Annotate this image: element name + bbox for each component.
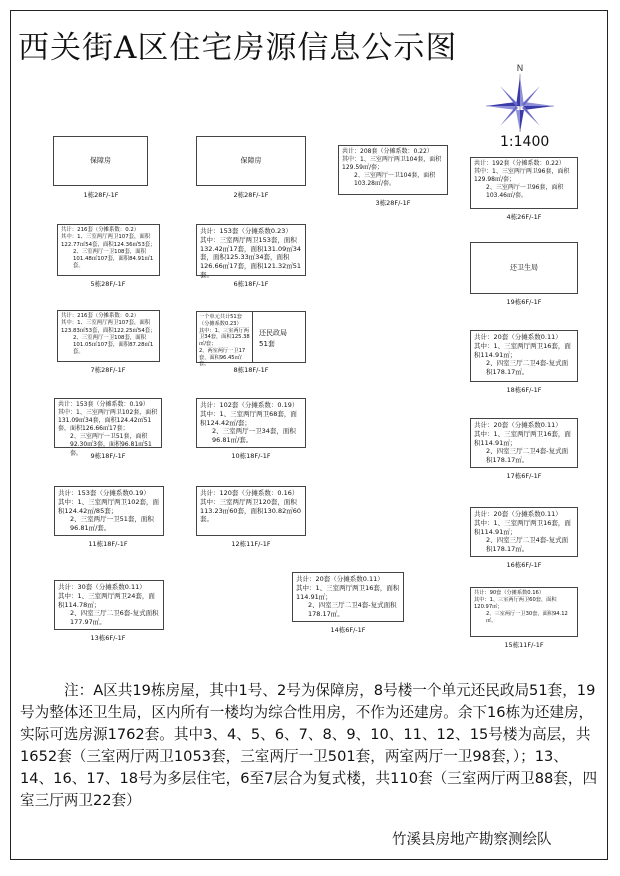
building-14-line: 其中：1、三室两厅两卫16套，面积114.91㎡； [296, 583, 400, 601]
map-scale: 1:1400 [500, 134, 550, 150]
building-14-line: 共计：20套（分摊系数0.11） [296, 575, 384, 583]
building-16-line: 2、四室三厅二卫4套-复式面积178.17㎡。 [486, 536, 569, 554]
building-8-line: 2、两室两厅一卫17套，面积96.45㎡/套。 [199, 347, 246, 368]
building-10-line: 其中：1、三室两厅两卫68套，面积124.42㎡/套； [200, 409, 297, 427]
building-17[interactable] [470, 418, 578, 468]
building-9-line: 其中：1、三室两厅两卫102套，面积131.09㎡34套，面积124.42㎡51套，面积126.66㎡17套； [58, 409, 158, 433]
building-12-line: 其中：三室两厅两卫120套，面积113.23㎡60套，面积130.82㎡60套。 [200, 497, 302, 524]
building-4-label: 4栋26F/-1F [506, 213, 542, 221]
building-5-line: 共计：216套（分摊系数：0.2） [61, 227, 140, 233]
building-10-label: 10栋18F/-1F [231, 452, 271, 460]
building-4[interactable] [470, 157, 578, 209]
note-paragraph: 注：A区共19栋房屋，其中1号、2号为保障房，8号楼一个单元还民政局51套，19号为整体还卫生局，区内所有一楼均为综合性用房，不作为还建房。余下16栋为还建房，实际可选房源1762套。其中3、4、5、6、7、8、9、10、11、12、15号楼为高层，共1652套（三室两厅两卫1053套，三室两厅一卫501套，两室两厅一卫98套，）；13、14、16、17、18号为多层住宅，6至7层合为复式楼，共110套（三室两厅两卫88套，四室三厅两卫22套） [20, 682, 598, 809]
building-4-line: 其中：1、三室两厅两卫96套，面积129.98㎡/套； [474, 168, 570, 184]
building-13-line: 2、四室三厅二卫6套-复式面积177.97㎡。 [70, 609, 159, 627]
building-11-label: 11栋18F/-1F [88, 540, 128, 548]
building-16-line: 共计：20套（分摊系数0.11） [474, 510, 562, 518]
building-8[interactable] [196, 311, 306, 368]
building-10-line: 2、三室两厅一卫34套，面积96.81㎡/套。 [212, 427, 296, 445]
building-12[interactable] [196, 486, 306, 536]
building-15-line: 其中：1、三室两厅两卫60套，面积120.97㎡； [474, 597, 557, 611]
building-11[interactable] [54, 486, 164, 536]
building-13-label: 13栋6F/-1F [90, 634, 126, 642]
building-8-civil-affairs [259, 328, 287, 349]
building-8-right-line: 还民政局 [259, 329, 287, 337]
building-8-line: 其中：1、三室两厅两卫34套，面积125.38㎡/套； [199, 327, 250, 347]
building-11-line: 其中：1、三室两厅两卫102套，面积124.42㎡/85套； [58, 497, 160, 515]
building-18-line: 2、四室三厅二卫4套-复式面积178.17㎡。 [486, 359, 569, 377]
building-3-label: 3栋28F/-1F [375, 199, 411, 207]
building-2-use: 保障房 [240, 156, 262, 165]
building-15-line: 2、三室两厅一卫30套，面积94.12㎡。 [486, 611, 568, 625]
building-12-line: 共计：120套（分摊系数：0.16） [200, 489, 299, 497]
compass-north-letter: N [516, 64, 524, 74]
building-10[interactable] [196, 398, 306, 448]
building-19-label: 19栋6F/-1F [506, 298, 542, 306]
building-2-label: 2栋28F/-1F [233, 191, 269, 199]
building-15[interactable] [470, 587, 578, 637]
building-17-line: 其中：1、三室两厅两卫16套，面积114.91㎡； [474, 429, 571, 447]
compass-rose-icon [484, 62, 556, 134]
building-6-line: 其中：三室两厅两卫153套，面积132.42㎡17套，面积131.09㎡34套，面积125.33㎡34套，面积126.66㎡17套，面积121.32㎡51套。 [200, 235, 302, 279]
building-8-right-line: 51套 [259, 339, 275, 348]
building-7-label: 7栋28F/-1F [90, 366, 126, 374]
building-8-unit [197, 312, 253, 368]
building-12-label: 12栋11F/-1F [231, 540, 271, 548]
building-19-use: 还卫生局 [510, 263, 538, 272]
building-3[interactable] [338, 145, 448, 195]
building-6[interactable] [196, 224, 306, 279]
building-17-line: 2、四室三厅二卫4套-复式面积178.17㎡。 [486, 447, 569, 465]
building-17-line: 共计：20套（分摊系数0.11） [474, 421, 562, 429]
page-title: 西关街A区住宅房源信息公示图 [18, 30, 458, 66]
building-9-line: 共计：153套（分摊系数：0.19） [58, 401, 149, 408]
building-16[interactable] [470, 507, 578, 557]
building-6-line: 共计：153套（分摊系数0.23） [200, 227, 292, 235]
building-13[interactable] [54, 580, 164, 630]
building-16-line: 其中：1、三室两厅两卫16套，面积114.91㎡； [474, 518, 571, 536]
building-18[interactable] [470, 330, 578, 382]
credit-line: 竹溪县房地产勘察测绘队 [392, 832, 552, 848]
building-13-line: 共计：30套（分摊系数0.11） [58, 583, 146, 591]
building-14[interactable] [292, 572, 404, 622]
building-17-label: 17栋6F/-1F [506, 472, 542, 480]
building-4-line: 共计：192套（分摊系数：0.22） [474, 160, 565, 167]
building-3-line: 共计：208套（分摊系数：0.22） [342, 148, 433, 155]
building-1-use: 保障房 [90, 156, 111, 165]
building-11-line: 2、三室两厅一卫51套，面积96.81㎡/套。 [70, 515, 154, 533]
building-9-label: 9栋18F/-1F [90, 452, 126, 460]
building-14-label: 14栋6F/-1F [330, 626, 366, 634]
building-5-label: 5栋28F/-1F [90, 280, 126, 288]
building-19[interactable] [470, 242, 578, 294]
building-15-label: 15栋11F/-1F [504, 641, 544, 649]
building-8-label: 8栋18F/-1F [233, 366, 269, 374]
building-13-line: 其中：1、三室两厅两卫24套，面积114.78㎡； [58, 591, 155, 609]
building-16-label: 16栋6F/-1F [506, 561, 542, 569]
building-7-line: 共计：216套（分摊系数：0.2） [61, 313, 140, 319]
building-18-line: 其中：1、三室两厅两卫16套，面积114.91㎡； [474, 341, 571, 359]
building-14-line: 2、四室三厅二卫4套-复式面积178.17㎡。 [308, 601, 397, 619]
building-3-line: 2、三室两厅一卫104套，面积103.28㎡/套。 [354, 172, 436, 188]
building-15-line: 共计：90套（分摊系数0.16） [474, 590, 545, 596]
building-11-line: 共计：153套（分摊系数0.19） [58, 489, 150, 497]
building-8-line: 一个单元共计51套（分摊系数0.23） [199, 314, 242, 327]
building-1[interactable] [53, 136, 148, 186]
building-9-line: 2、三室两厅一卫51套，面积92.30㎡3套，面积96.81㎡51套。 [70, 433, 152, 457]
building-7-line: 其中：1、三室两厅两卫107套，面积123.83㎡53套，面积122.25㎡54套； [61, 320, 156, 334]
building-4-line: 2、三室两厅一卫96套，面积103.46㎡/套。 [486, 184, 564, 200]
building-1-label: 1栋28F/-1F [83, 191, 119, 199]
building-18-line: 共计：20套（分摊系数0.11） [474, 333, 562, 341]
building-7-line: 2、三室两厅一卫108套，面积101.05㎡107套，面积87.28㎡1套。 [73, 334, 154, 356]
building-6-label: 6栋18F/-1F [233, 280, 269, 288]
building-10-line: 共计：102套（分摊系数：0.19） [200, 401, 299, 409]
building-7[interactable] [57, 310, 160, 362]
building-5[interactable] [57, 224, 160, 276]
building-18-label: 18栋6F/-1F [506, 386, 542, 394]
building-5-line: 2、三室两厅一卫108套，面积101.48㎡107套，面积84.91㎡1套。 [73, 248, 154, 270]
building-2[interactable] [196, 136, 306, 186]
building-3-line: 其中：1、三室两厅两卫104套，面积129.59㎡/套； [342, 156, 442, 172]
building-5-line: 其中：1、三室两厅两卫107套，面积122.77㎡54套，面积124.36㎡53套； [61, 234, 156, 248]
